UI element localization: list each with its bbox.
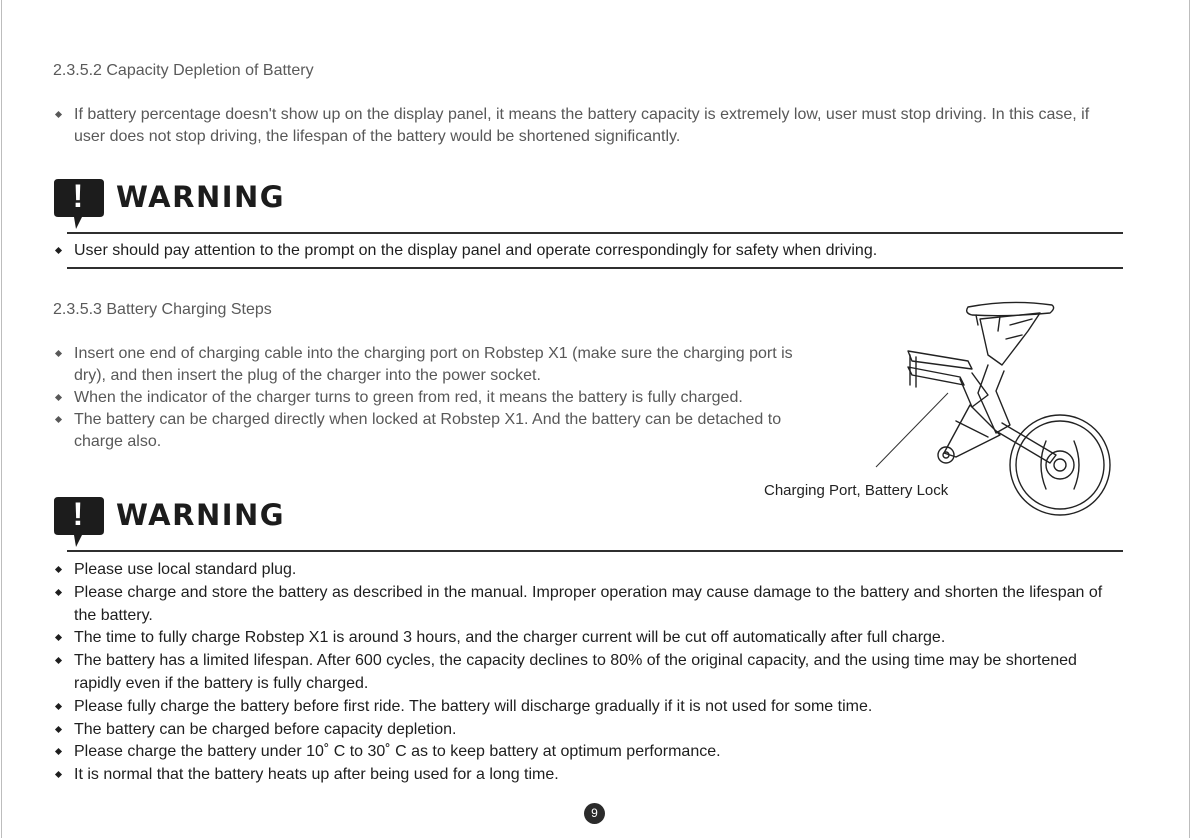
warning-top-rule — [67, 232, 1123, 234]
page-number: 9 — [584, 803, 605, 824]
list-item: Insert one end of charging cable into the charging port on Robstep X1 (make sure the charging port is dry), and then insert the plug of the charger into the power socket. — [53, 343, 803, 387]
section-heading-capacity-depletion: 2.3.5.2 Capacity Depletion of Battery — [53, 62, 314, 79]
warning-title: WARNING — [116, 498, 286, 532]
warning-icon-symbol: ! — [72, 178, 84, 214]
figure-caption: Charging Port, Battery Lock — [764, 482, 949, 499]
warning-icon-symbol: ! — [72, 496, 84, 532]
warning-top-rule — [67, 550, 1123, 552]
list-item: If battery percentage doesn't show up on the display panel, it means the battery capacity is extremely low, user must stop driving. In this case, if user does not stop driving, the lifespan of the battery would be shortened significantly. — [53, 104, 1093, 148]
list-item: User should pay attention to the prompt on the display panel and operate correspondingly for safety when driving. — [53, 240, 1113, 263]
list-item: Please charge and store the battery as described in the manual. Improper operation may cause damage to the battery and shorten the lifespan of the battery. — [53, 582, 1113, 628]
list-item: The battery can be charged before capacity depletion. — [53, 719, 1113, 742]
list-item: When the indicator of the charger turns to green from red, it means the battery is fully charged. — [53, 387, 803, 409]
warning-bottom-rule — [67, 267, 1123, 269]
section-heading-charging-steps: 2.3.5.3 Battery Charging Steps — [53, 301, 272, 318]
warning-title: WARNING — [116, 180, 286, 214]
warning-1-list — [53, 240, 1113, 263]
warning-2-list — [53, 559, 1113, 787]
list-item: The battery has a limited lifespan. After 600 cycles, the capacity declines to 80% of the original capacity, and the using time may be shortened rapidly even if the battery is fully charged. — [53, 650, 1113, 696]
charging-steps-list — [53, 343, 803, 453]
list-item: The battery can be charged directly when locked at Robstep X1. And the battery can be detached to charge also. — [53, 409, 803, 453]
list-item: Please charge the battery under 10˚ C to 30˚ C as to keep battery at optimum performance. — [53, 741, 1113, 764]
list-item: Please use local standard plug. — [53, 559, 1113, 582]
list-item: Please fully charge the battery before first ride. The battery will discharge gradually if it is not used for some time. — [53, 696, 1113, 719]
list-item: The time to fully charge Robstep X1 is around 3 hours, and the charger current will be cut off automatically after full charge. — [53, 627, 1113, 650]
list-item: It is normal that the battery heats up after being used for a long time. — [53, 764, 1113, 787]
capacity-depletion-list — [53, 104, 1093, 148]
